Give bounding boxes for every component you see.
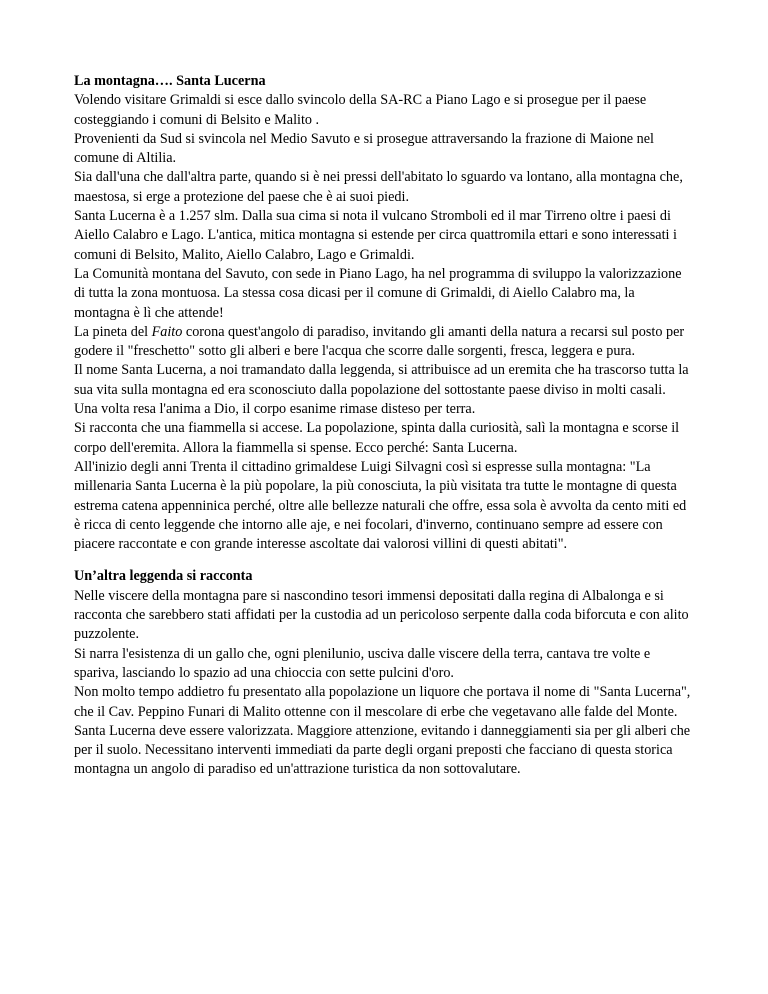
paragraph-faito xyxy=(74,323,694,362)
paragraph-comunita-montana: La Comunità montana del Savuto, con sede in Piano Lago, ha nel programma di sviluppo la valorizzazione di tutta la zona montuosa. La stessa cosa dicasi per il comune di Grimaldi, di Aiello Calabro ma, la montagna è lì che attende! xyxy=(74,265,682,321)
paragraph-liqueur: Non molto tempo addietro fu presentato alla popolazione un liquore che portava il nome di "Santa Lucerna", che il Cav. Peppino Funari di Malito ottenne con il mescolare di erbe che vegetavano alle falde del Monte. xyxy=(74,684,691,720)
faito-text-after: corona quest'angolo di paradiso, invitando gli amanti della natura a recarsi sul posto per godere il "freschetto" sotto gli alberi e bere l'acqua che scorre dalle sorgenti, fresca, leggera e pura. xyxy=(74,323,685,360)
document-page xyxy=(74,72,694,780)
paragraph-valorization: Santa Lucerna deve essere valorizzata. Maggiore attenzione, evitando i danneggiamenti sia per gli alberi che per il suolo. Necessitano interventi immediati da parte degli organi preposti che facciano di questa storica montagna un angolo di paradiso ed un'attrazione turistica da non sottovalutare. xyxy=(74,722,691,778)
paragraph-rooster: Si narra l'esistenza di un gallo che, ogni plenilunio, usciva dalle viscere della terra, cantava tre volte e spariva, lasciando lo spazio ad una chioccia con sette pulcini d'oro. xyxy=(74,645,651,681)
paragraph-hermit-death: Una volta resa l'anima a Dio, il corpo esanime rimase disteso per terra. xyxy=(74,401,476,418)
paragraph-altitude: Santa Lucerna è a 1.257 slm. Dalla sua cima si nota il vulcano Stromboli ed il mar Tirreno oltre i paesi di Aiello Calabro e Lago. L'antica, mitica montagna si estende per circa quattromila ettari e sono interessati i comuni di Belsito, Malito, Aiello Calabro, Lago e Grimaldi. xyxy=(74,208,677,263)
section-gap xyxy=(74,554,694,567)
faito-italic: Faito xyxy=(151,323,183,340)
paragraph-silvagni-quote: All'inizio degli anni Trenta il cittadino grimaldese Luigi Silvagni così si espresse sulla montagna: "La millenaria Santa Lucerna è la più popolare, la più conosciuta, la più visitata tra tutte le montagne di questa estrema catena appenninica perché, oltre alle bellezze naturali che offre, essa sola è avvolta da cento miti ed è ricca di cento leggende che intorno alle aje, e nei focolari, d'inverno, continuano sempre ad essere con piacere raccontate e con grande interesse ascoltate dai valorosi villini di questi abitati". xyxy=(74,458,687,553)
section-title-legend: Un’altra leggenda si racconta xyxy=(74,568,253,585)
paragraph-view: Sia dall'una che dall'altra parte, quando si è nei pressi dell'abitato lo sguardo va lontano, alla montagna che, maestosa, si erge a protezione del paese che è ai suoi piedi. xyxy=(74,169,683,205)
paragraph-name-origin: Il nome Santa Lucerna, a noi tramandato dalla leggenda, si attribuisce ad un eremita che ha trascorso tutta la sua vita sulla montagna ed era sconosciuto dalla popolazione del sottostante paese diviso in molti casali. xyxy=(74,362,689,398)
paragraph-directions-north: Volendo visitare Grimaldi si esce dallo svincolo della SA-RC a Piano Lago e si prosegue per il paese costeggiando i comuni di Belsito e Malito . xyxy=(74,92,647,128)
faito-text-before: La pineta del xyxy=(74,323,152,340)
paragraph-directions-south: Provenienti da Sud si svincola nel Medio Savuto e si prosegue attraversando la frazione di Maione nel comune di Altilia. xyxy=(74,130,654,167)
paragraph-treasures: Nelle viscere della montagna pare si nascondino tesori immensi depositati dalla regina di Albalonga e si racconta che sarebbero stati affidati per la custodia ad un pericoloso serpente dalla coda biforcuta e con alito puzzolente. xyxy=(74,587,689,643)
section-title-santa-lucerna: La montagna…. Santa Lucerna xyxy=(74,73,266,89)
paragraph-flame: Si racconta che una fiammella si accese. La popolazione, spinta dalla curiosità, salì la montagna e scorse il corpo dell'eremita. Allora la fiammella si spense. Ecco perché: Santa Lucerna. xyxy=(74,420,680,456)
